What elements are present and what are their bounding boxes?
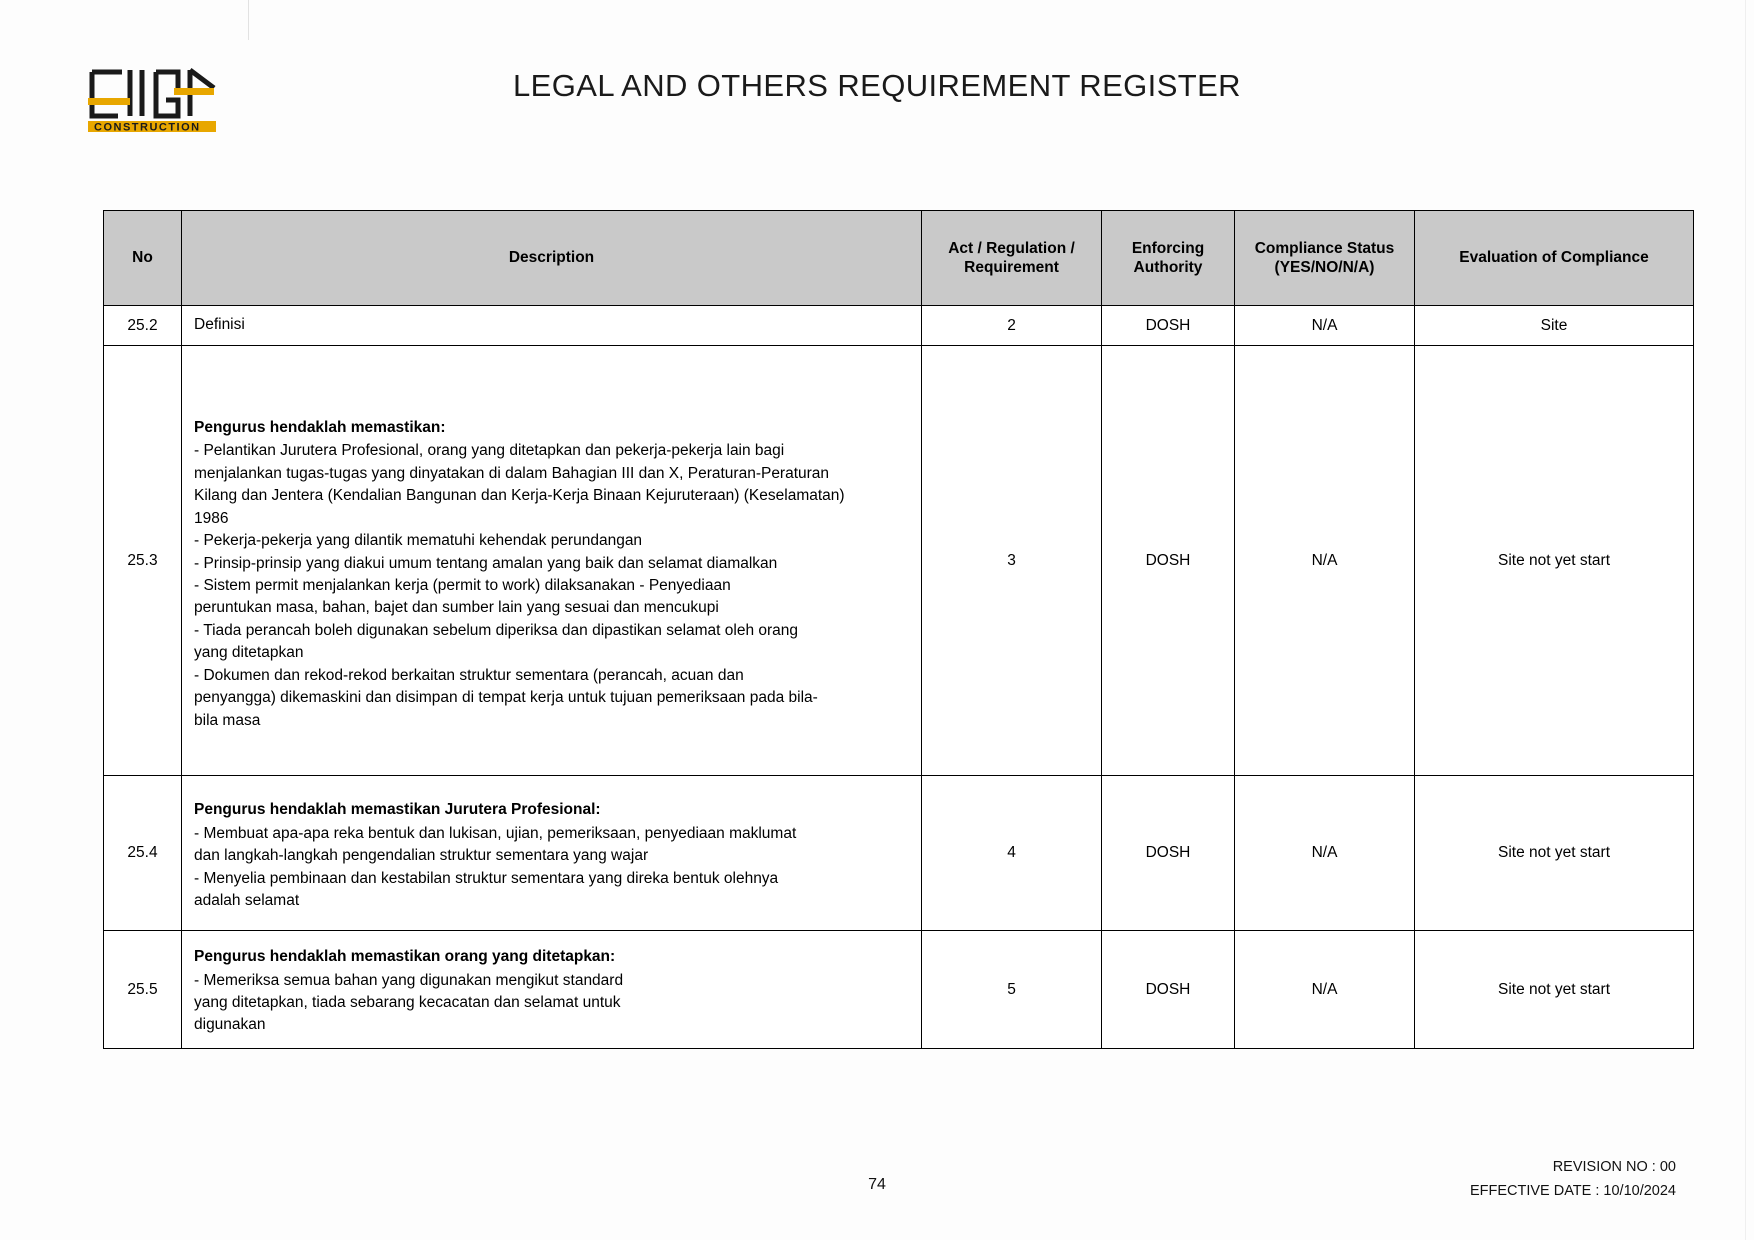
description-heading: Pengurus hendaklah memastikan: xyxy=(194,418,446,436)
table-row xyxy=(104,346,1694,776)
cell-description xyxy=(182,306,922,346)
description-line: penyangga) dikemaskini dan disimpan di tempat kerja untuk tujuan pemeriksaan pada bila- xyxy=(194,689,818,707)
description-line: - Membuat apa-apa reka bentuk dan lukisan, ujian, pemeriksaan, penyediaan maklumat xyxy=(194,824,797,842)
cell-authority: DOSH xyxy=(1102,346,1235,776)
description-line: yang ditetapkan xyxy=(194,644,304,662)
table-row xyxy=(104,776,1694,931)
description-line: digunakan xyxy=(194,1016,266,1034)
logo-wordmark: CONSTRUCTION xyxy=(94,121,201,134)
cell-status: N/A xyxy=(1235,931,1415,1049)
footer-meta xyxy=(1470,1156,1676,1204)
cell-no: 25.3 xyxy=(104,346,182,776)
column-header-authority-line1: Enforcing xyxy=(1131,239,1205,257)
column-header-authority xyxy=(1102,211,1235,306)
document-header xyxy=(0,0,1754,150)
register-table xyxy=(103,210,1694,1049)
cell-evaluation: Site not yet start xyxy=(1415,931,1694,1049)
column-header-act-line2: Requirement xyxy=(964,259,1059,276)
cell-description xyxy=(182,776,922,931)
table-row xyxy=(104,306,1694,346)
cell-authority: DOSH xyxy=(1102,306,1235,346)
cell-description xyxy=(182,346,922,776)
description-line: - Sistem permit menjalankan kerja (permit to work) dilaksanakan - Penyediaan xyxy=(194,577,731,594)
column-header-evaluation: Evaluation of Compliance xyxy=(1415,211,1694,306)
description-line: - Dokumen dan rekod-rekod berkaitan struktur sementara (perancah, acuan dan xyxy=(194,666,744,684)
description-line: - Menyelia pembinaan dan kestabilan struktur sementara yang direka bentuk olehnya xyxy=(194,869,779,887)
column-header-authority-line2: Authority xyxy=(1133,259,1203,276)
description-line: peruntukan masa, bahan, bajet dan sumber lain yang sesuai dan mencukupi xyxy=(194,599,719,617)
description-line: - Pekerja-pekerja yang dilantik mematuhi kehendak perundangan xyxy=(194,532,643,550)
cell-no: 25.2 xyxy=(104,306,182,346)
cell-status: N/A xyxy=(1235,776,1415,931)
scan-artifact-right xyxy=(1745,0,1746,1240)
register-table-container xyxy=(103,210,1693,1049)
cell-status: N/A xyxy=(1235,306,1415,346)
cell-act: 2 xyxy=(922,306,1102,346)
description-heading: Pengurus hendaklah memastikan Jurutera Profesional: xyxy=(194,801,601,819)
table-header-row xyxy=(104,211,1694,306)
description-line: - Prinsip-prinsip yang diakui umum tentang amalan yang baik dan selamat diamalkan xyxy=(194,554,778,572)
page-title: LEGAL AND OTHERS REQUIREMENT REGISTER xyxy=(513,68,1241,103)
cell-evaluation: Site not yet start xyxy=(1415,776,1694,931)
column-header-act xyxy=(922,211,1102,306)
document-footer xyxy=(0,1148,1754,1208)
cell-authority: DOSH xyxy=(1102,776,1235,931)
description-line: - Pelantikan Jurutera Profesional, orang yang ditetapkan dan pekerja-pekerja lain bagi xyxy=(194,442,785,460)
cell-act: 3 xyxy=(922,346,1102,776)
cell-no: 25.5 xyxy=(104,931,182,1049)
cell-evaluation: Site not yet start xyxy=(1415,346,1694,776)
description-line: dan langkah-langkah pengendalian struktur sementara yang wajar xyxy=(194,847,649,865)
cell-status: N/A xyxy=(1235,346,1415,776)
column-header-status-line2: (YES/NO/N/A) xyxy=(1274,259,1375,276)
table-body xyxy=(104,306,1694,1049)
column-header-act-line1: Act / Regulation / xyxy=(948,239,1075,257)
description-line: Kilang dan Jentera (Kendalian Bangunan dan Kerja-Kerja Binaan Kejuruteraan) (Keselamatan) xyxy=(194,487,845,505)
description-line: menjalankan tugas-tugas yang dinyatakan di dalam Bahagian III dan X, Peraturan-Peraturan xyxy=(194,464,830,482)
description-line: adalah selamat xyxy=(194,892,300,910)
effective-date: EFFECTIVE DATE : 10/10/2024 xyxy=(1469,1182,1676,1199)
description-heading: Pengurus hendaklah memastikan orang yang ditetapkan: xyxy=(194,948,616,966)
description-line: 1986 xyxy=(194,509,229,527)
column-header-status xyxy=(1235,211,1415,306)
cell-authority: DOSH xyxy=(1102,931,1235,1049)
revision-number: REVISION NO : 00 xyxy=(1552,1159,1676,1175)
page-number: 74 xyxy=(868,1176,886,1193)
column-header-status-line1: Compliance Status xyxy=(1254,239,1395,257)
cell-no: 25.4 xyxy=(104,776,182,931)
cell-description xyxy=(182,931,922,1049)
cell-act: 4 xyxy=(922,776,1102,931)
cell-act: 5 xyxy=(922,931,1102,1049)
description-line: - Tiada perancah boleh digunakan sebelum diperiksa dan dipastikan selamat oleh orang xyxy=(194,621,799,639)
description-line: - Memeriksa semua bahan yang digunakan mengikut standard xyxy=(194,971,624,989)
column-header-no: No xyxy=(104,211,182,306)
description-line: bila masa xyxy=(194,711,261,729)
column-header-description: Description xyxy=(182,211,922,306)
cell-evaluation: Site xyxy=(1415,306,1694,346)
description-line: Definisi xyxy=(194,316,245,334)
description-line: yang ditetapkan, tiada sebarang kecacatan dan selamat untuk xyxy=(194,994,621,1011)
table-row xyxy=(104,931,1694,1049)
